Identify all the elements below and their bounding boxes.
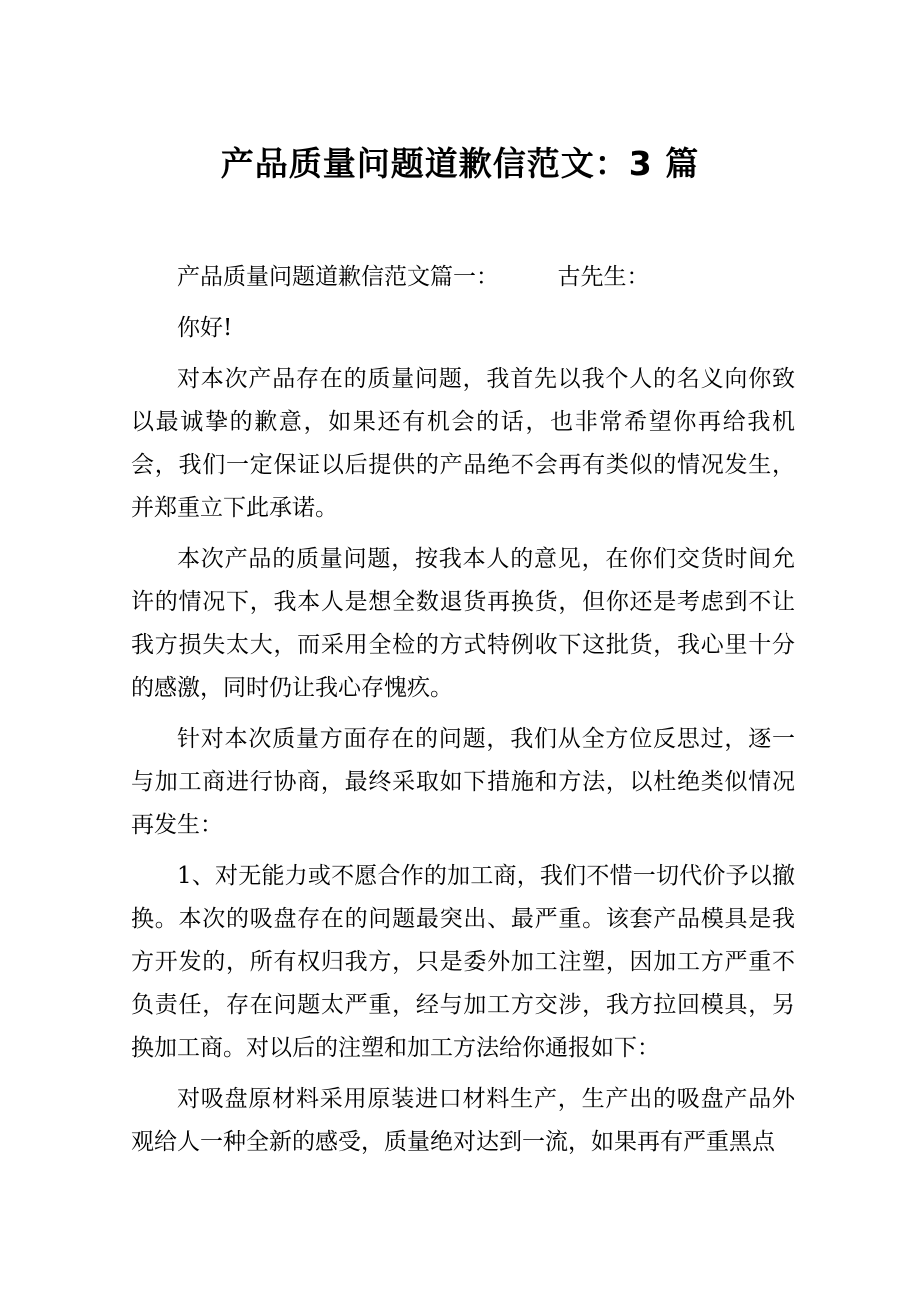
document-title: 产品质量问题道歉信范文：3 篇	[220, 144, 700, 183]
paragraph-1: 对本次产品存在的质量问题，我首先以我个人的名义向你致以最诚挚的歉意，如果还有机会的话，也非常希望你再给我机会，我们一定保证以后提供的产品绝不会再有类似的情况发生，并郑重立下此承诺。	[131, 366, 795, 521]
paragraph-3: 针对本次质量方面存在的问题，我们从全方位反思过，逐一与加工商进行协商，最终采取如下措施和方法，以杜绝类似情况再发生：	[131, 726, 795, 838]
paragraph-2: 本次产品的质量问题，按我本人的意见，在你们交货时间允许的情况下，我本人是想全数退货再换货，但你还是考虑到不让我方损失太大，而采用全检的方式特例收下这批货，我心里十分的感激，同时仍让我心存愧疚。	[131, 546, 795, 701]
paragraph-5: 对吸盘原材料采用原装进口材料生产，生产出的吸盘产品外观给人一种全新的感受，质量绝对达到一流，如果再有严重黑点	[131, 1086, 795, 1155]
paragraph-4: 1、对无能力或不愿合作的加工商，我们不惜一切代价予以撤换。本次的吸盘存在的问题最突出、最严重。该套产品模具是我方开发的，所有权归我方，只是委外加工注塑，因加工方严重不负责任，存在问题太严重，经与加工方交涉，我方拉回模具，另换加工商。对以后的注塑和加工方法给你通报如下：	[131, 863, 795, 1061]
opening-line: 产品质量问题道歉信范文篇一： 古先生：	[177, 264, 650, 290]
greeting: 你好!	[177, 315, 233, 341]
letter-body	[131, 256, 795, 1172]
